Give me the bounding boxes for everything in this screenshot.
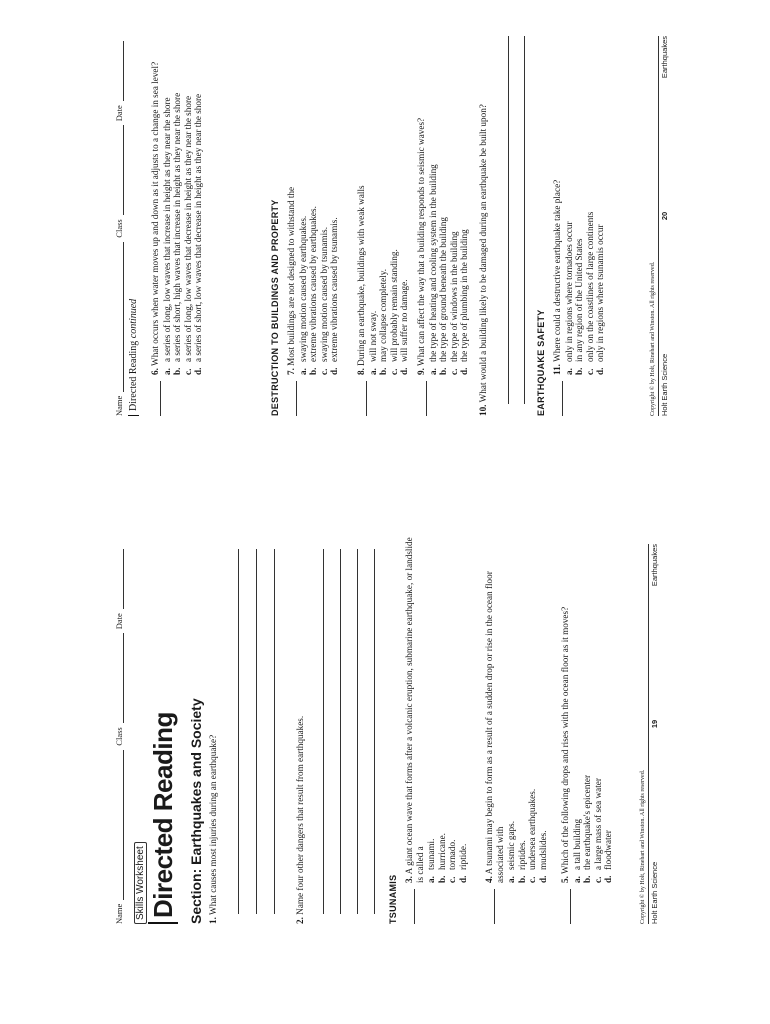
q11-option-b[interactable]	[574, 26, 585, 375]
q5-option-d[interactable]	[603, 534, 614, 883]
option-letter: a.	[571, 876, 582, 883]
footer-book-title: Holt Earth Science	[650, 861, 659, 924]
q8-text: During an earthquake, buildings with weak walls	[356, 185, 366, 366]
q7-option-d[interactable]	[329, 26, 340, 375]
q4-answer-blank[interactable]	[484, 889, 495, 924]
footer-chapter: Earthquakes	[650, 544, 659, 587]
q9-text: What can affect the way that a building responds to seismic waves?	[416, 117, 426, 366]
continued-word: continued	[128, 298, 139, 339]
q7-option-b[interactable]	[308, 26, 319, 375]
question-10	[478, 36, 489, 416]
class-blank[interactable]	[122, 125, 124, 215]
page-number: 20	[660, 211, 669, 221]
q2-answer-line-4[interactable]	[374, 549, 375, 914]
option-text: only in regions where tsunamis occur	[595, 224, 606, 362]
q8-options	[368, 26, 410, 375]
question-5	[560, 534, 614, 924]
option-text: a tall building	[571, 818, 582, 870]
q7-options	[298, 26, 340, 375]
q1-answer-line-3[interactable]	[274, 549, 275, 914]
option-letter: a.	[506, 876, 517, 883]
option-text: seismic gaps.	[506, 821, 517, 870]
q5-option-b[interactable]	[582, 534, 593, 883]
copyright-line: Copyright © by Holt, Rinehart and Winston. All rights reserved.	[650, 261, 656, 416]
option-letter: d.	[457, 875, 468, 883]
q8-number: 8.	[356, 368, 366, 375]
option-letter: b.	[582, 875, 593, 883]
q4-number: 4.	[484, 876, 494, 883]
q5-options	[572, 534, 614, 883]
option-text: a series of long, low waves that decrease in height as they near the shore	[182, 95, 193, 362]
option-text: floodwater	[603, 830, 614, 870]
question-3	[404, 534, 469, 924]
q4-options	[506, 534, 548, 883]
q6-text: What occurs when water moves up and down as it adjusts to a change in sea level?	[150, 61, 160, 366]
option-letter: a.	[367, 368, 378, 375]
q2-answer-line-3[interactable]	[357, 549, 358, 914]
q6-option-c[interactable]	[183, 26, 194, 375]
name-blank[interactable]	[122, 242, 124, 392]
option-text: in any region of the United States	[574, 238, 585, 362]
q6-option-b[interactable]	[172, 26, 183, 375]
q9-option-c[interactable]	[449, 26, 460, 375]
date-blank[interactable]	[122, 549, 124, 609]
class-blank[interactable]	[122, 633, 124, 723]
q3-number: 3.	[404, 876, 414, 883]
footer-book-title: Holt Earth Science	[660, 353, 669, 416]
option-letter: c.	[182, 368, 193, 375]
option-letter: d.	[537, 875, 548, 883]
option-letter: b.	[574, 367, 585, 375]
class-label: Class	[114, 219, 124, 238]
copyright-line: Copyright © by Holt, Rinehart and Winston. All rights reserved.	[640, 769, 646, 924]
option-text: swaying motion caused by tsunamis.	[318, 227, 329, 362]
footer-chapter: Earthquakes	[660, 36, 669, 79]
question-1	[208, 544, 219, 924]
section-title: Section: Earthquakes and Society	[188, 698, 204, 924]
option-letter: a.	[161, 368, 172, 375]
option-letter: b.	[516, 875, 527, 883]
option-text: the type of heating and cooling system in the building	[427, 164, 438, 362]
q11-option-d[interactable]	[595, 26, 606, 375]
q3-text: A giant ocean wave that forms after a volcanic eruption, submarine earthquake, or landslide is called a	[404, 537, 425, 883]
q3-option-c[interactable]	[447, 534, 458, 883]
earthquake-safety-heading: EARTHQUAKE SAFETY	[536, 309, 546, 416]
question-9	[416, 26, 470, 416]
option-text: the type of plumbing in the building	[459, 229, 470, 362]
q8-option-c[interactable]	[389, 26, 400, 375]
q8-option-a[interactable]	[368, 26, 379, 375]
q10-answer-line-1[interactable]	[508, 36, 509, 404]
option-text: riptides.	[516, 840, 527, 870]
question-4	[484, 534, 549, 924]
q9-answer-blank[interactable]	[416, 381, 427, 416]
option-letter: c.	[527, 876, 538, 883]
page-number: 19	[650, 719, 659, 729]
name-label: Name	[114, 395, 124, 416]
option-letter: b.	[436, 875, 447, 883]
option-text: will probably remain standing.	[388, 249, 399, 362]
page-19	[0, 524, 770, 1024]
q11-answer-blank[interactable]	[552, 381, 563, 416]
q6-option-d[interactable]	[193, 26, 204, 375]
q9-option-d[interactable]	[459, 26, 470, 375]
option-text: only in regions where tornadoes occur	[563, 221, 574, 362]
q2-number: 2.	[295, 917, 305, 924]
option-text: may collapse completely.	[378, 268, 389, 362]
option-letter: a.	[563, 368, 574, 375]
q3-option-a[interactable]	[426, 534, 437, 883]
option-letter: c.	[388, 368, 399, 375]
option-text: tsunami.	[426, 838, 437, 870]
footer-rule	[658, 36, 659, 416]
option-text: swaying motion caused by earthquakes.	[297, 215, 308, 362]
q9-option-a[interactable]	[428, 26, 439, 375]
continued-title: Directed Reading	[128, 340, 139, 411]
q6-number: 6.	[150, 368, 160, 375]
q5-answer-blank[interactable]	[560, 889, 571, 924]
question-6	[150, 26, 204, 416]
q7-option-a[interactable]	[298, 26, 309, 375]
option-text: a series of short, low waves that decrease in height as they near the shore	[193, 93, 204, 362]
option-text: the earthquake's epicenter	[582, 774, 593, 870]
q6-option-a[interactable]	[162, 26, 173, 375]
continued-header	[128, 299, 139, 416]
q10-answer-line-2[interactable]	[524, 36, 525, 404]
option-letter: c.	[447, 876, 458, 883]
name-label: Name	[114, 903, 124, 924]
footer-rule	[648, 544, 649, 924]
date-label: Date	[114, 105, 124, 122]
name-blank[interactable]	[122, 750, 124, 900]
q1-answer-line-2[interactable]	[256, 549, 257, 914]
option-letter: d.	[603, 875, 614, 883]
q8-answer-blank[interactable]	[356, 381, 367, 416]
q3-answer-blank[interactable]	[404, 889, 415, 924]
option-letter: b.	[172, 367, 183, 375]
q6-options	[162, 26, 204, 375]
q1-answer-line-1[interactable]	[238, 549, 239, 914]
q2-text: Name four other dangers that result from earthquakes.	[295, 715, 305, 915]
q11-option-a[interactable]	[564, 26, 575, 375]
option-letter: b.	[308, 367, 319, 375]
q5-option-a[interactable]	[572, 534, 583, 883]
q5-number: 5.	[560, 876, 570, 883]
option-text: will not sway.	[367, 310, 378, 362]
q3-option-d[interactable]	[458, 534, 469, 883]
option-letter: a.	[297, 368, 308, 375]
q4-text: A tsunami may begin to form as a result of a sudden drop or rise in the ocean floor associated with	[484, 571, 505, 883]
date-blank[interactable]	[122, 41, 124, 101]
header-fields	[114, 544, 124, 924]
q10-text: What would a building likely to be damaged during an earthquake be built upon?	[478, 104, 488, 403]
q4-option-b[interactable]	[517, 534, 528, 883]
q4-option-d[interactable]	[538, 534, 549, 883]
option-letter: a.	[427, 368, 438, 375]
option-text: riptide.	[457, 843, 468, 870]
q4-option-a[interactable]	[506, 534, 517, 883]
question-8	[356, 26, 410, 416]
option-text: tornado.	[447, 839, 458, 870]
option-letter: d.	[595, 367, 606, 375]
q2-answer-line-1[interactable]	[323, 549, 324, 914]
q5-option-c[interactable]	[593, 534, 604, 883]
question-11	[552, 26, 606, 416]
header-fields	[114, 36, 124, 416]
q7-text: Most buildings are not designed to withstand the	[286, 186, 296, 366]
q1-number: 1.	[208, 917, 218, 924]
q1-text: What causes most injuries during an earthquake?	[208, 734, 218, 915]
q7-number: 7.	[286, 368, 296, 375]
skills-worksheet-badge	[130, 842, 148, 924]
q6-answer-blank[interactable]	[150, 381, 161, 416]
option-letter: b.	[438, 367, 449, 375]
question-2	[295, 544, 306, 924]
option-letter: d.	[329, 367, 340, 375]
option-letter: d.	[399, 367, 410, 375]
option-letter: b.	[378, 367, 389, 375]
q3-option-b[interactable]	[437, 534, 448, 883]
option-text: a large mass of sea water	[592, 778, 603, 870]
q8-option-d[interactable]	[399, 26, 410, 375]
q11-option-c[interactable]	[585, 26, 596, 375]
option-text: extreme vibrations caused by tsunamis.	[329, 217, 340, 362]
option-letter: a.	[426, 876, 437, 883]
option-text: the type of ground beneath the building	[438, 217, 449, 362]
option-text: will suffer no damage.	[399, 279, 410, 362]
q4-option-c[interactable]	[527, 534, 538, 883]
option-text: undersea earthquakes.	[527, 788, 538, 870]
date-label: Date	[114, 613, 124, 630]
q11-options	[564, 26, 606, 375]
class-label: Class	[114, 727, 124, 746]
q3-options	[426, 534, 468, 883]
footer	[650, 544, 659, 924]
q7-option-c[interactable]	[319, 26, 330, 375]
option-text: only on the coastlines of large continents	[584, 211, 595, 362]
option-text: a series of short, high waves that increase in height as they near the shore	[172, 92, 183, 362]
q7-answer-blank[interactable]	[286, 381, 297, 416]
page-banner: Directed Reading	[148, 712, 178, 924]
q9-option-b[interactable]	[438, 26, 449, 375]
q11-text: Where could a destructive earthquake take place?	[552, 179, 562, 362]
option-letter: c.	[448, 368, 459, 375]
option-letter: c.	[584, 368, 595, 375]
option-text: extreme vibrations caused by earthquakes.	[308, 206, 319, 362]
tsunamis-heading: TSUNAMIS	[388, 874, 398, 924]
q8-option-b[interactable]	[378, 26, 389, 375]
badge-text: Skills Worksheet	[134, 842, 147, 924]
option-text: mudslides.	[537, 830, 548, 870]
option-letter: c.	[318, 368, 329, 375]
q9-number: 9.	[416, 368, 426, 375]
option-text: hurricane.	[436, 833, 447, 870]
option-text: the type of windows in the building	[448, 231, 459, 362]
q2-answer-line-2[interactable]	[340, 549, 341, 914]
q5-text: Which of the following drops and rises with the ocean floor as it moves?	[560, 606, 570, 874]
option-letter: d.	[459, 367, 470, 375]
footer	[660, 36, 669, 416]
option-letter: d.	[193, 367, 204, 375]
option-letter: c.	[592, 876, 603, 883]
q11-number: 11.	[552, 364, 562, 375]
question-7	[286, 26, 340, 416]
q10-number: 10.	[478, 404, 488, 416]
destruction-heading: DESTRUCTION TO BUILDINGS AND PROPERTY	[270, 199, 280, 416]
option-text: a series of long, low waves that increase in height as they near the shore	[161, 97, 172, 362]
q9-options	[428, 26, 470, 375]
